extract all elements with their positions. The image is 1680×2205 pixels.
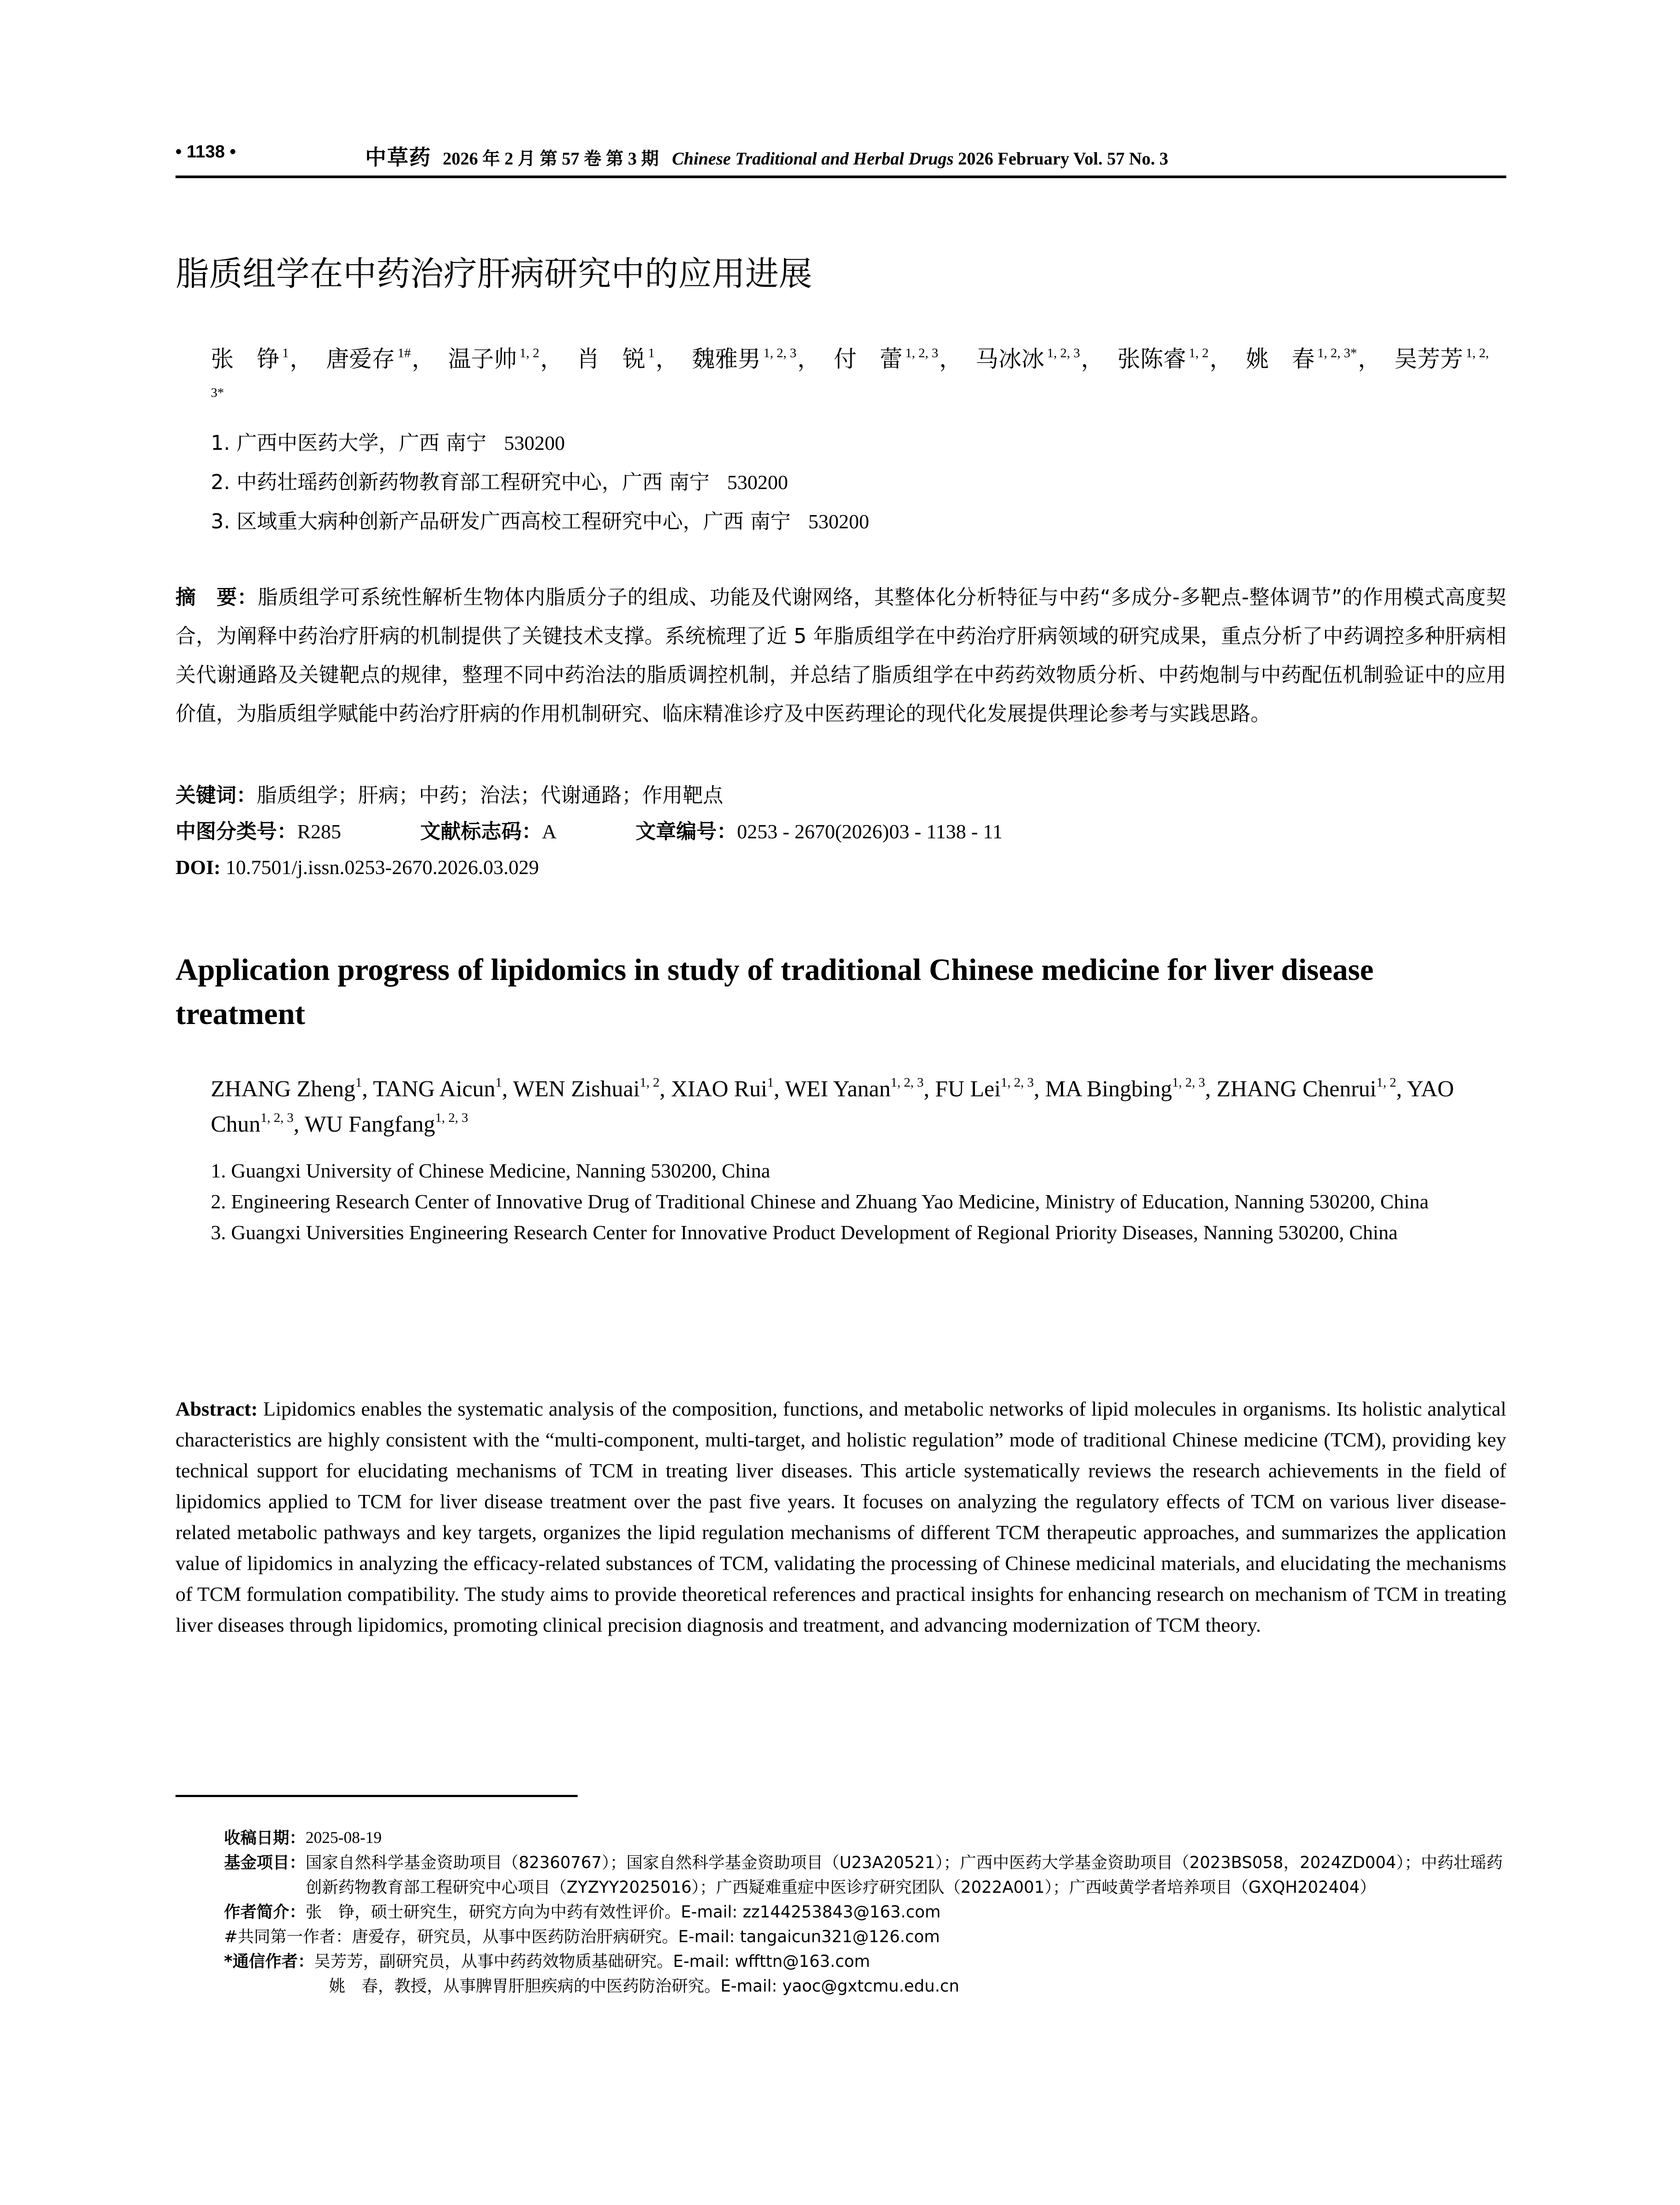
author-en: MA Bingbing$^{1, 2, 3}$ [1045,1075,1205,1102]
affiliation-en: 1. Guangxi University of Chinese Medicine, Nanning 530200, China [211,1159,770,1182]
author-cn: 唐爱存 $^{1\#}$ [326,346,411,373]
affiliations-en [211,1155,1507,1248]
author-list-cn: 张 铮 $^1$， 唐爱存 $^{1\#}$， 温子帅 $^{1, 2}$， 肖 锐 $^1$， 魏雅男 $^{1, 2, 3}$， 付 蕾 $^{1, 2, 3}$， 马冰冰 $^{1, 2, 3}$， 张陈睿 $^{1, 2}$， 姚 春 $^{1, 2, 3*}$， 吴芳芳 $^{1, 2, 3*}$ [211,340,1503,419]
author-cn: 付 蕾 $^{1, 2, 3}$ [833,346,938,373]
author-en: WEI Yanan$^{1, 2, 3}$ [784,1075,924,1102]
affiliation-cn: 2. 中药壮瑶药创新药物教育部工程研究中心，广西 南宁 530200 [211,470,788,494]
author-cn: 姚 春 $^{1, 2, 3*}$ [1246,346,1357,373]
author-en: YAO Chun$^{1, 2, 3}$ [211,1076,1454,1137]
author-en: ZHANG Chenrui$^{1, 2}$ [1216,1075,1396,1102]
keywords-label: 关键词： [175,783,257,807]
author-cn: 肖 锐 $^1$ [576,346,655,373]
footnote-received: 收稿日期： 2025-08-19 [224,1828,382,1847]
classification-line [175,816,1003,847]
article-no-value: 0253 - 2670(2026)03 - 1138 - 11 [737,820,1003,843]
author-en: WU Fangfang$^{1, 2, 3}$ [304,1110,468,1137]
affiliation-cn: 3. 区域重大病种创新产品研发广西高校工程研究中心，广西 南宁 530200 [211,509,870,533]
abstract-cn [175,578,1506,733]
author-cn: 吴芳芳 $^{1, 2, 3*}$ [211,346,1489,400]
keywords-cn [175,780,723,811]
doc-code-label: 文献标志码： [420,819,542,843]
article-title-cn: 脂质组学在中药治疗肝病研究中的应用进展 [175,254,812,293]
affiliations-cn [211,423,869,541]
journal-name-cn: 中草药 [365,145,432,170]
author-cn: 温子帅 $^{1, 2}$ [448,346,540,373]
issue-info-cn: 2026 年 2 月 第 57 卷 第 3 期 [443,149,659,168]
footnote-funding: 基金项目： 国家自然科学基金资助项目（82360767）；国家自然科学基金资助项目（U23A20521）；广西中医药大学基金资助项目（2023BS058，2024ZD004）；中药壮瑶药创新药物教育部工程研究中心项目（ZYZYY2025016）；广西疑难重症中医诊疗研究团队（2022A001）；广西岐黄学者培养项目（GXQH202404） [224,1853,1503,1897]
author-list-en: ZHANG Zheng$^1$, TANG Aicun$^1$, WEN Zishuai$^{1, 2}$, XIAO Rui$^1$, WEI Yanan$^{1, 2, 3}$, FU Lei$^{1, 2, 3}$, MA Bingbing$^{1, 2, 3}$, ZHANG Chenrui$^{1, 2}$, YAO Chun$^{1, 2, 3}$, WU Fangfang$^{1, 2, 3}$ [211,1075,1454,1137]
abstract-label-en: Abstract: [175,1398,258,1420]
journal-info [365,140,1168,171]
article-no-label: 文章编号： [635,819,737,843]
affiliation-cn: 1. 广西中医药大学，广西 南宁 530200 [211,431,565,455]
footnote-rule [175,1795,578,1797]
footnote-corresponding-author-2: 姚 春，教授，从事脾胃肝胆疾病的中医药防治研究。E-mail: yaoc@gxtcmu.edu.cn [329,1977,959,1996]
author-en: XIAO Rui$^1$ [671,1075,774,1102]
abstract-en [175,1394,1506,1641]
author-en: FU Lei$^{1, 2, 3}$ [935,1075,1034,1102]
author-cn: 马冰冰 $^{1, 2, 3}$ [975,346,1080,373]
doc-code-value: A [541,820,557,843]
abstract-label-cn: 摘 要： [175,585,258,609]
abstract-text-cn: 脂质组学可系统性解析生物体内脂质分子的组成、功能及代谢网络，其整体化分析特征与中药“多成分-多靶点-整体调节”的作用模式高度契合，为阐释中药治疗肝病的机制提供了关键技术支撑。系统梳理了近 5 年脂质组学在中药治疗肝病领域的研究成果，重点分析了中药调控多种肝病相关代谢通路及关键靶点的规律，整理不同中药治法的脂质调控机制，并总结了脂质组学在中药药效物质分析、中药炮制与中药配伍机制验证中的应用价值，为脂质组学赋能中药治疗肝病的作用机制研究、临床精准诊疗及中医药理论的现代化发展提供理论参考与实践思路。 [175,585,1507,725]
abstract-text-en: Lipidomics enables the systematic analysis of the composition, functions, and metabolic networks of lipid molecules in organisms. Its holistic analytical characteristics are highly consistent with the “multi-component, multi-target, and holistic regulation” mode of traditional Chinese medicine (TCM), providing key technical support for elucidating mechanisms of TCM in treating liver diseases. This article systematically reviews the research achievements in the field of lipidomics applied to TCM for liver disease treatment over the past five years. It focuses on analyzing the regulatory effects of TCM on various liver disease-related metabolic pathways and key targets, organizes the lipid regulation mechanisms of different TCM therapeutic approaches, and summarizes the application value of lipidomics in analyzing the efficacy-related substances of TCM, validating the processing of Chinese medicinal materials, and elucidating the mechanisms of TCM formulation compatibility. The study aims to provide theoretical references and practical insights for enhancing research on mechanism of TCM in treating liver diseases through lipidomics, promoting clinical precision diagnosis and treatment, and advancing modernization of TCM theory. [175,1398,1507,1636]
affiliation-en: 2. Engineering Research Center of Innovative Drug of Traditional Chinese and Zhuang Yao Medicine, Ministry of Education, Nanning 530200, China [211,1190,1429,1213]
journal-name-en: Chinese Traditional and Herbal Drugs [672,149,954,168]
author-en: WEN Zishuai$^{1, 2}$ [513,1075,660,1102]
keywords-value: 脂质组学；肝病；中药；治法；代谢通路；作用靶点 [257,783,723,807]
author-cn: 张陈睿 $^{1, 2}$ [1117,346,1209,373]
affiliation-en: 3. Guangxi Universities Engineering Research Center for Innovative Product Development of Regional Priority Diseases, Nanning 530200, China [211,1221,1398,1244]
footnote-co-first-author: #共同第一作者： 唐爱存，研究员，从事中医药防治肝病研究。E-mail: tangaicun321@126.com [224,1927,940,1946]
page-number: • 1138 • [175,142,236,161]
clc-value: R285 [297,820,341,843]
clc-label: 中图分类号： [175,819,297,843]
author-cn: 张 铮 $^1$ [211,346,289,373]
doi-label: DOI: [175,856,221,878]
author-en: ZHANG Zheng$^1$ [211,1075,362,1102]
issue-info-en: 2026 February Vol. 57 No. 3 [958,149,1169,168]
header-rule [175,176,1506,178]
doi-line [175,852,539,883]
footnote-corresponding-author: *通信作者： 吴芳芳，副研究员，从事中药药效物质基础研究。E-mail: wffttn@163.com [224,1952,870,1971]
footnotes [224,1826,1503,1999]
footnote-author-bio: 作者简介： 张 铮，硕士研究生，研究方向为中药有效性评价。E-mail: zz144253843@163.com [224,1902,941,1921]
article-title-en: Application progress of lipidomics in study of traditional Chinese medicine for liver disease treatment [175,953,1374,1031]
author-en: TANG Aicun$^1$ [373,1075,502,1102]
author-cn: 魏雅男 $^{1, 2, 3}$ [692,346,797,373]
doi-link[interactable]: 10.7501/j.issn.0253-2670.2026.03.029 [225,856,539,878]
running-header [175,140,1506,170]
